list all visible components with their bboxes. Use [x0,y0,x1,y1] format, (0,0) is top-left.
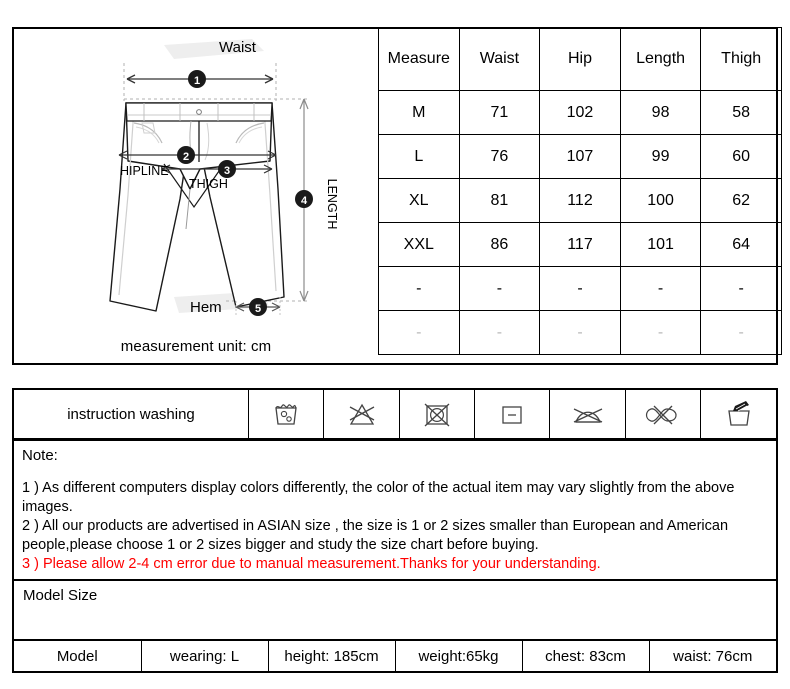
table-row [379,91,782,135]
size-cell-thigh: - [701,311,782,355]
iron-low-heat-icon [475,390,550,438]
table-row [379,267,782,311]
size-cell-waist: - [459,311,540,355]
size-cell-waist: 76 [459,135,540,179]
care-instruction-table [14,390,776,438]
model-cell-label: Model [14,640,141,671]
model-cell-height: height: 185cm [268,640,395,671]
measurement-unit-caption: measurement unit: cm [120,338,272,355]
size-cell-length: 100 [620,179,701,223]
note-item-1: 1 ) As different computers display colors differently, the color of the actual item may vary slightly from the above images. [22,480,735,515]
size-cell-waist: - [459,267,540,311]
diagram-marker-3 [218,160,236,178]
care-instruction-panel [12,388,778,440]
size-table-header-waist: Waist [459,28,540,91]
size-cell-hip: - [540,311,621,355]
size-cell-size: - [379,311,460,355]
jeans-measurement-diagram [14,29,378,363]
size-table-header-row [379,28,782,91]
svg-text:3: 3 [223,165,231,177]
size-cell-length: - [620,267,701,311]
size-cell-size: XL [379,179,460,223]
size-cell-hip: 107 [540,135,621,179]
diagram-marker-4 [295,190,313,208]
diagram-marker-5 [249,298,267,316]
table-row [379,135,782,179]
note-panel [12,439,778,673]
diagram-label-waist: Waist [219,39,256,56]
model-cell-weight: weight:65kg [395,640,522,671]
size-cell-thigh: 58 [701,91,782,135]
svg-text:2: 2 [182,151,190,163]
size-cell-hip: 117 [540,223,621,267]
do-not-wring-icon [625,390,700,438]
size-cell-thigh: 62 [701,179,782,223]
diagram-marker-1 [188,70,206,88]
note-item-2: 2 ) All our products are advertised in ASIAN size , the size is 1 or 2 sizes smaller than European and American people,please choose 1 or 2 sizes bigger and study the size chart before buying. [22,518,729,553]
model-size-table [14,639,776,671]
model-size-title: Model Size [14,579,776,609]
note-list [22,479,770,574]
size-cell-thigh: - [701,267,782,311]
size-table [378,27,782,355]
size-cell-size: L [379,135,460,179]
model-cell-wearing: wearing: L [141,640,268,671]
svg-text:4: 4 [300,195,308,207]
size-cell-waist: 71 [459,91,540,135]
size-cell-length: 99 [620,135,701,179]
size-cell-hip: 112 [540,179,621,223]
diagram-label-hipline: HIPLINE [120,164,169,178]
size-cell-hip: 102 [540,91,621,135]
jeans-diagram-svg [14,29,378,339]
size-cell-size: - [379,267,460,311]
size-cell-length: 101 [620,223,701,267]
table-row [379,223,782,267]
svg-text:1: 1 [193,75,201,87]
note-title: Note: [22,447,58,464]
size-table-header-measure: Measure [379,28,460,91]
size-cell-size: M [379,91,460,135]
do-not-tumble-dry-icon [399,390,474,438]
diagram-label-length: LENGTH [325,178,339,230]
note-item-3: 3 ) Please allow 2-4 cm error due to manual measurement.Thanks for your understanding. [22,556,601,572]
size-cell-length: - [620,311,701,355]
care-instruction-label: instruction washing [14,390,249,438]
size-cell-thigh: 60 [701,135,782,179]
model-cell-chest: chest: 83cm [522,640,649,671]
model-cell-waist: waist: 76cm [649,640,776,671]
diagram-marker-2 [177,146,195,164]
table-row [14,640,776,671]
svg-text:5: 5 [254,303,262,315]
size-cell-waist: 86 [459,223,540,267]
size-chart-panel [12,27,778,365]
do-not-bleach-icon [324,390,399,438]
table-row [379,311,782,355]
do-not-dry-clean-icon [550,390,625,438]
size-cell-hip: - [540,267,621,311]
size-cell-thigh: 64 [701,223,782,267]
size-cell-waist: 81 [459,179,540,223]
table-row [379,179,782,223]
size-table-header-thigh: Thigh [701,28,782,91]
size-cell-size: XXL [379,223,460,267]
size-table-header-hip: Hip [540,28,621,91]
size-table-header-length: Length [620,28,701,91]
size-cell-length: 98 [620,91,701,135]
hand-wash-icon [701,390,776,438]
diagram-label-thigh: THIGH [189,177,228,191]
machine-wash-icon [249,390,324,438]
diagram-label-hem: Hem [190,299,222,316]
